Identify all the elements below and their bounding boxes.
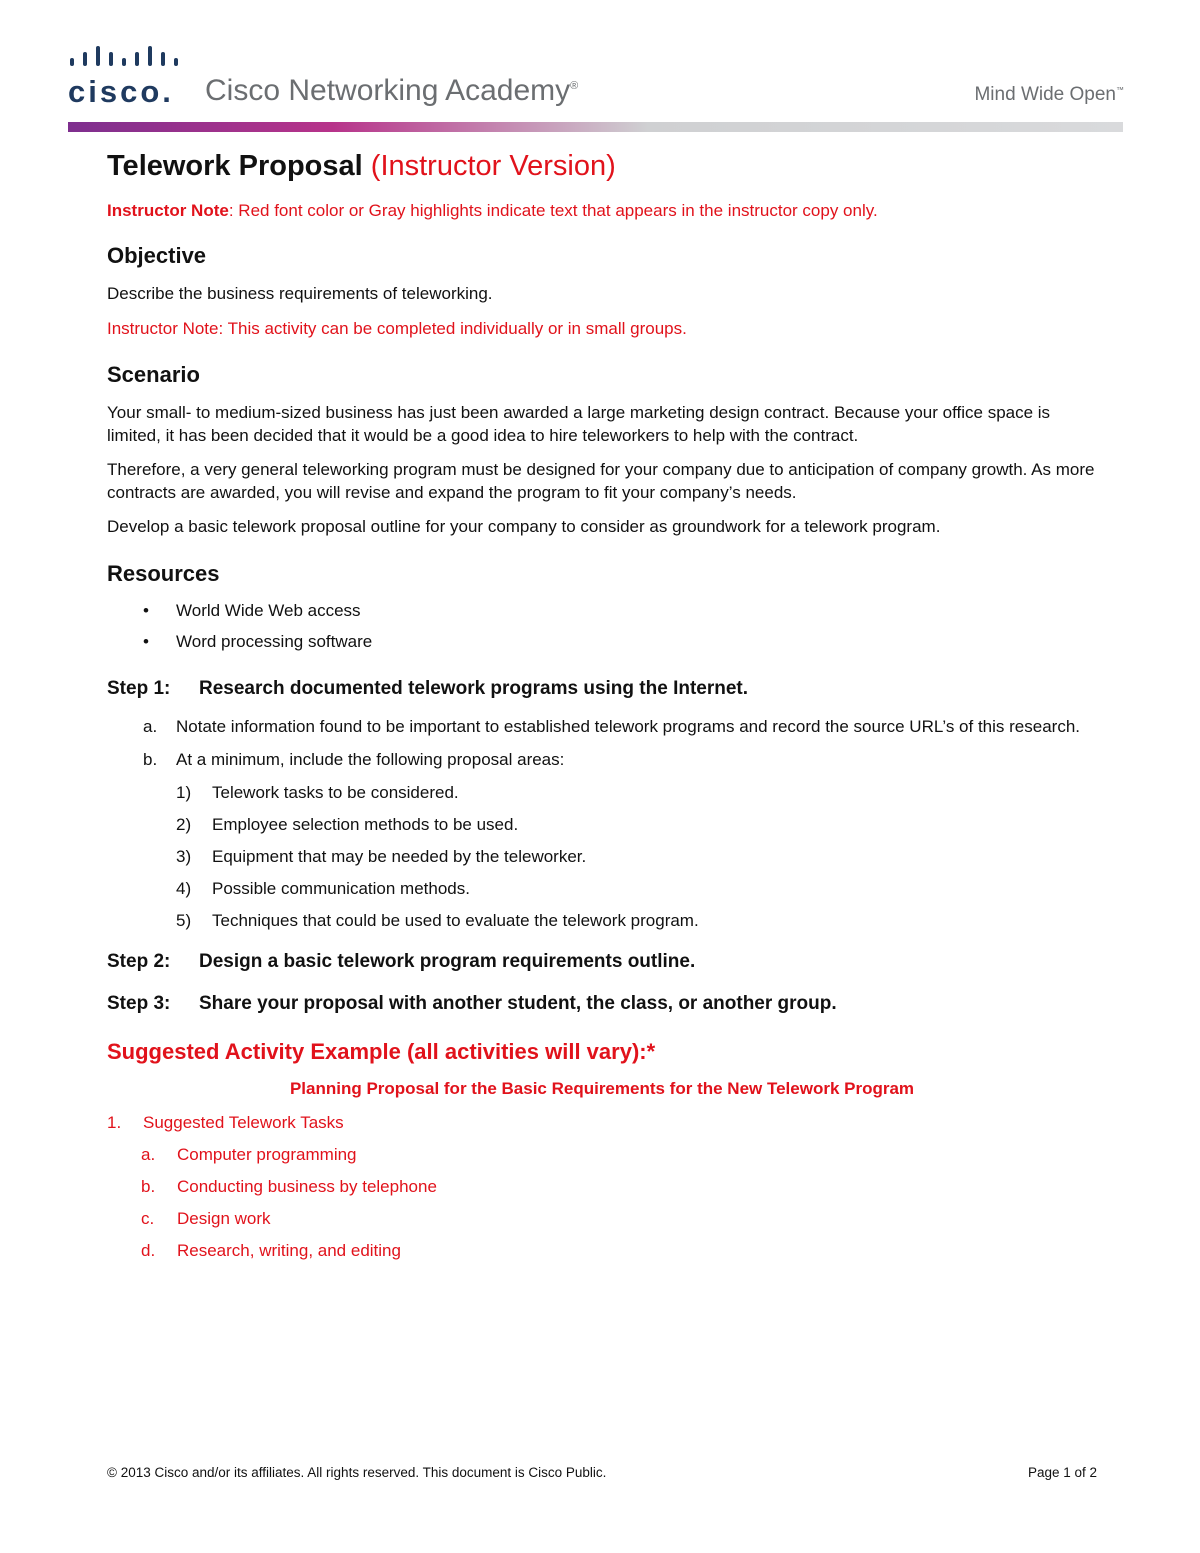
proposal-areas-list xyxy=(107,783,1097,931)
footer-page-number: Page 1 of 2 xyxy=(1027,1465,1097,1480)
list-item: a. Notate information found to be important to established telework programs and record the source URL’s of this research. xyxy=(143,716,1080,736)
header-rule xyxy=(68,122,1123,132)
cisco-logo-bars-icon xyxy=(70,46,178,72)
document-body xyxy=(107,150,1097,1273)
objective-instructor-note: Instructor Note: This activity can be completed individually or in small groups. xyxy=(107,318,687,338)
list-item: 3) Equipment that may be needed by the teleworker. xyxy=(176,846,587,866)
list-item: 4) Possible communication methods. xyxy=(176,878,470,898)
objective-heading: Objective xyxy=(107,243,207,268)
resources-heading: Resources xyxy=(107,560,220,586)
cisco-logo-wordmark: cisco. xyxy=(68,74,174,109)
step-1-heading: Step 1: Research documented telework programs using the Internet. xyxy=(107,677,749,699)
scenario-paragraph-1: Your small- to medium-sized business has just been awarded a large marketing design contract. Because your office space is limited, it has been decided that it would be a good idea to hire teleworkers to help with the contract. xyxy=(107,403,1051,445)
list-item: b. Conducting business by telephone xyxy=(141,1176,437,1196)
example-subheading: Planning Proposal for the Basic Requirements for the New Telework Program xyxy=(289,1078,915,1098)
scenario-paragraph-2: Therefore, a very general teleworking program must be designed for your company due to anticipation of company growth. As more contracts are awarded, you will revise and expand the program to fit your company’s needs. xyxy=(107,460,1095,502)
list-item: 1) Telework tasks to be considered. xyxy=(176,782,459,802)
list-item: 2) Employee selection methods to be used. xyxy=(176,814,519,834)
instructor-note: Instructor Note: Red font color or Gray highlights indicate text that appears in the instructor copy only. xyxy=(107,201,878,220)
step-1-list xyxy=(107,716,1097,772)
list-item: b. At a minimum, include the following proposal areas: xyxy=(143,750,565,769)
example-sublist xyxy=(107,1145,1097,1261)
scenario-heading: Scenario xyxy=(107,362,200,387)
list-item: • World Wide Web access xyxy=(107,601,1097,621)
example-heading: Suggested Activity Example (all activities will vary):* xyxy=(107,1038,656,1064)
objective-text: Describe the business requirements of teleworking. xyxy=(107,284,493,303)
list-item: d. Research, writing, and editing xyxy=(141,1240,401,1260)
list-item: a. Computer programming xyxy=(141,1144,357,1164)
academy-name: Cisco Networking Academy® xyxy=(205,74,579,107)
list-item: • Word processing software xyxy=(107,632,1097,652)
step-3-heading: Step 3: Share your proposal with another student, the class, or another group. xyxy=(107,992,837,1014)
footer-copyright: © 2013 Cisco and/or its affiliates. All rights reserved. This document is Cisco Public. xyxy=(107,1465,607,1480)
list-item: c. Design work xyxy=(141,1208,271,1228)
resources-list xyxy=(107,601,1097,652)
list-item: 1. Suggested Telework Tasks xyxy=(107,1112,344,1132)
scenario-paragraph-3: Develop a basic telework proposal outline for your company to consider as groundwork for a telework program. xyxy=(107,517,941,536)
step-2-heading: Step 2: Design a basic telework program requirements outline. xyxy=(107,950,696,972)
tagline: Mind Wide Open™ xyxy=(974,84,1124,105)
page-title: Telework Proposal (Instructor Version) xyxy=(107,150,616,182)
list-item: 5) Techniques that could be used to evaluate the telework program. xyxy=(176,910,699,930)
